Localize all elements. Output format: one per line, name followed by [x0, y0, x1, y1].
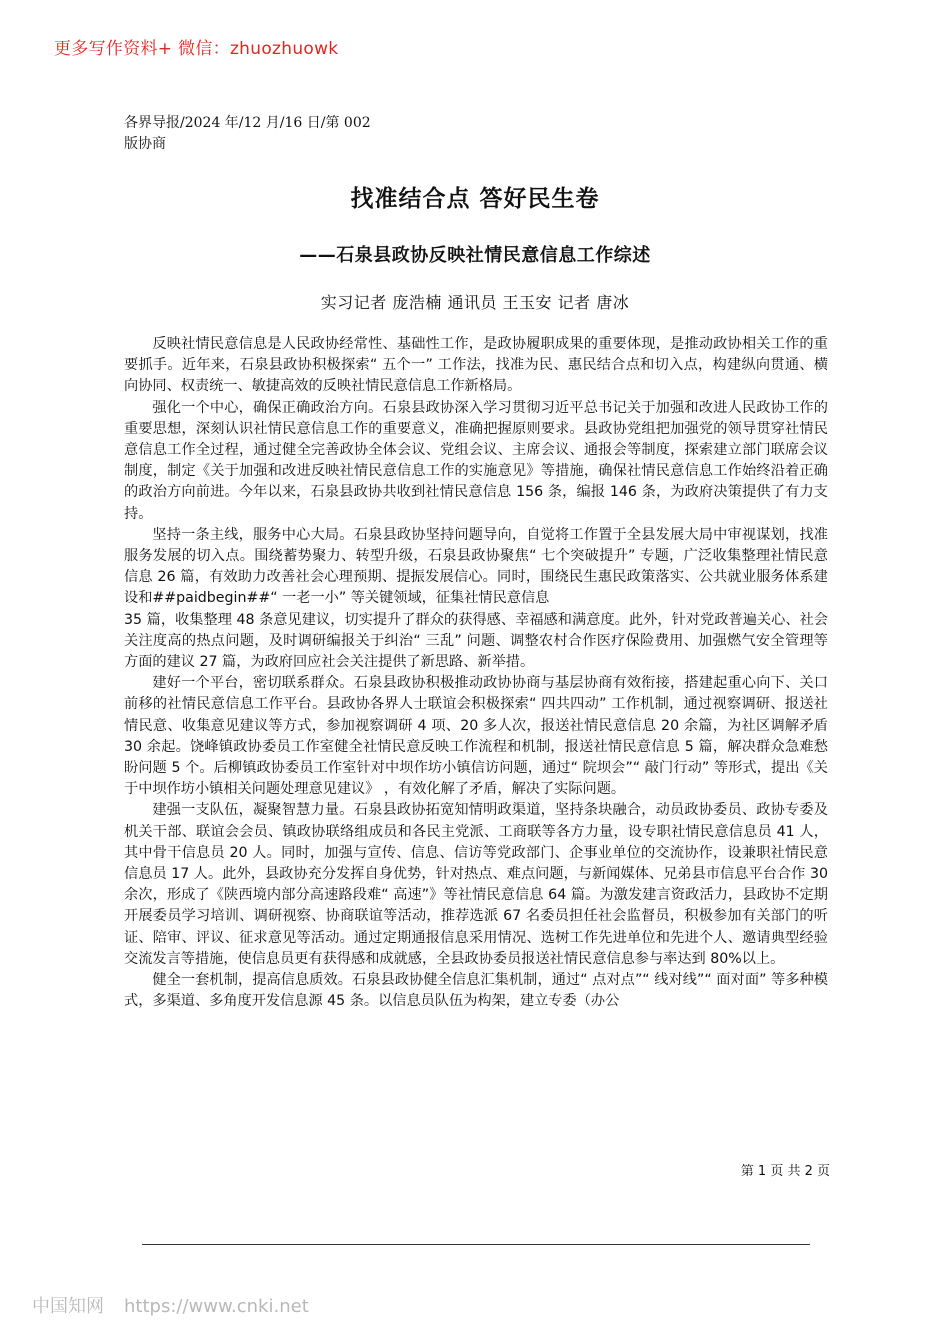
- paragraph: 健全一套机制，提高信息质效。石泉县政协健全信息汇集机制，通过“ 点对点”“ 线对线”“ 面对面” 等多种模式，多渠道、多角度开发信息源 45 条。以信息员队伍为构架，建立专委（办公: [124, 972, 828, 1010]
- paragraph: 坚持一条主线，服务中心大局。石泉县政协坚持问题导向，自觉将工作置于全县发展大局中审视谋划，找准服务发展的切入点。围绕蓄势聚力、转型升级，石泉县政协聚焦“ 七个突破提升” 专题，广泛收集整理社情民意信息 26 篇，有效助力改善社会心理预期、提振发展信心。同时，围绕民生惠民政策落实、公共就业服务体系建设和##paidbegin##“ 一老一小” 等关键领域，征集社情民意信息: [124, 526, 828, 607]
- paragraph: 反映社情民意信息是人民政协经常性、基础性工作，是政协履职成果的重要体现，是推动政协相关工作的重要抓手。近年来，石泉县政协积极探索“ 五个一” 工作法，找准为民、惠民结合点和切入点，构建纵向贯通、横向协同、权责统一、敏捷高效的反映社情民意信息工作新格局。: [124, 336, 828, 395]
- article-title: 找准结合点 答好民生卷: [350, 186, 600, 212]
- paragraph: 建强一支队伍，凝聚智慧力量。石泉县政协拓宽知情明政渠道，坚持条块融合，动员政协委员、政协专委及机关干部、联谊会会员、镇政协联络组成员和各民主党派、工商联等各方力量，设专职社情民意信息员 41 人，其中骨干信息员 20 人。同时，加强与宣传、信息、信访等党政部门、企事业单位的交流协作，设兼职社情民意信息员 17 人。此外，县政协充分发挥自身优势，针对热点、难点问题，与新闻媒体、兄弟县市信息平台合作 30 余次，形成了《陕西境内部分高速路段难“ 高速”》等社情民意信息 64 篇。为激发建言资政活力，县政协不定期开展委员学习培训、调研视察、协商联谊等活动，推荐选派 67 名委员担任社会监督员，积极参加有关部门的听证、陪审、评议、征求意见等活动。通过定期通报信息采用情况、选树工作先进单位和先进个人、邀请典型经验交流发言等措施，使信息员更有获得感和成就感，全县政协委员报送社情民意信息参与率达到 80%以上。: [124, 802, 828, 967]
- page-number: 第 1 页 共 2 页: [740, 1164, 830, 1179]
- source-line: 版协商: [124, 136, 166, 152]
- footer-divider: [142, 1244, 810, 1245]
- footer-watermark: [32, 1292, 309, 1318]
- article-byline: 实习记者 庞浩楠 通讯员 王玉安 记者 唐冰: [320, 293, 630, 312]
- source-line: 各界导报/2024 年/12 月/16 日/第 002: [124, 115, 371, 131]
- source-citation: [124, 113, 424, 155]
- paragraph: 强化一个中心，确保正确政治方向。石泉县政协深入学习贯彻习近平总书记关于加强和改进人民政协工作的重要思想，深刻认识社情民意信息工作的重要意义，准确把握原则要求。县政协党组把加强党的领导贯穿社情民意信息工作全过程，通过健全完善政协全体会议、党组会议、主席会议、通报会等制度，探索建立部门联席会议制度，制定《关于加强和改进反映社情民意信息工作的实施意见》等措施，确保社情民意信息工作始终沿着正确的政治方向前进。今年以来，石泉县政协共收到社情民意信息 156 条，编报 146 条，为政府决策提供了有力支持。: [124, 399, 828, 522]
- paragraph: 建好一个平台，密切联系群众。石泉县政协积极推动政协协商与基层协商有效衔接，搭建起重心向下、关口前移的社情民意信息工作平台。县政协各界人士联谊会积极探索“ 四共四动” 工作机制，通过视察调研、报送社情民意、收集意见建议等方式，参加视察调研 4 项、20 多人次，报送社情民意信息 20 余篇，为社区调解矛盾 30 余起。饶峰镇政协委员工作室健全社情民意反映工作流程和机制，报送社情民意信息 5 篇，解决群众急难愁盼问题 5 个。后柳镇政协委员工作室针对中坝作坊小镇信访问题，通过“ 院坝会”“ 敲门行动” 等形式，提出《关于中坝作坊小镇相关问题处理意见建议》 ，有效化解了矛盾，解决了实际问题。: [124, 675, 828, 798]
- footer-url[interactable]: https://www.cnki.net: [124, 1296, 309, 1317]
- paragraph: 35 篇，收集整理 48 条意见建议，切实提升了群众的获得感、幸福感和满意度。此外，针对党政普遍关心、社会关注度高的热点问题，及时调研编报关于纠治“ 三乱” 问题、调整农村合作医疗保险费用、加强燃气安全管理等方面的建议 27 篇，为政府回应社会关注提供了新思路、新举措。: [124, 611, 828, 671]
- promo-banner: 更多写作资料+ 微信：zhuozhuowk: [54, 39, 339, 59]
- article-body: [124, 334, 828, 1013]
- article-subtitle: ——石泉县政协反映社情民意信息工作综述: [299, 245, 651, 266]
- footer-brand: 中国知网: [32, 1296, 104, 1317]
